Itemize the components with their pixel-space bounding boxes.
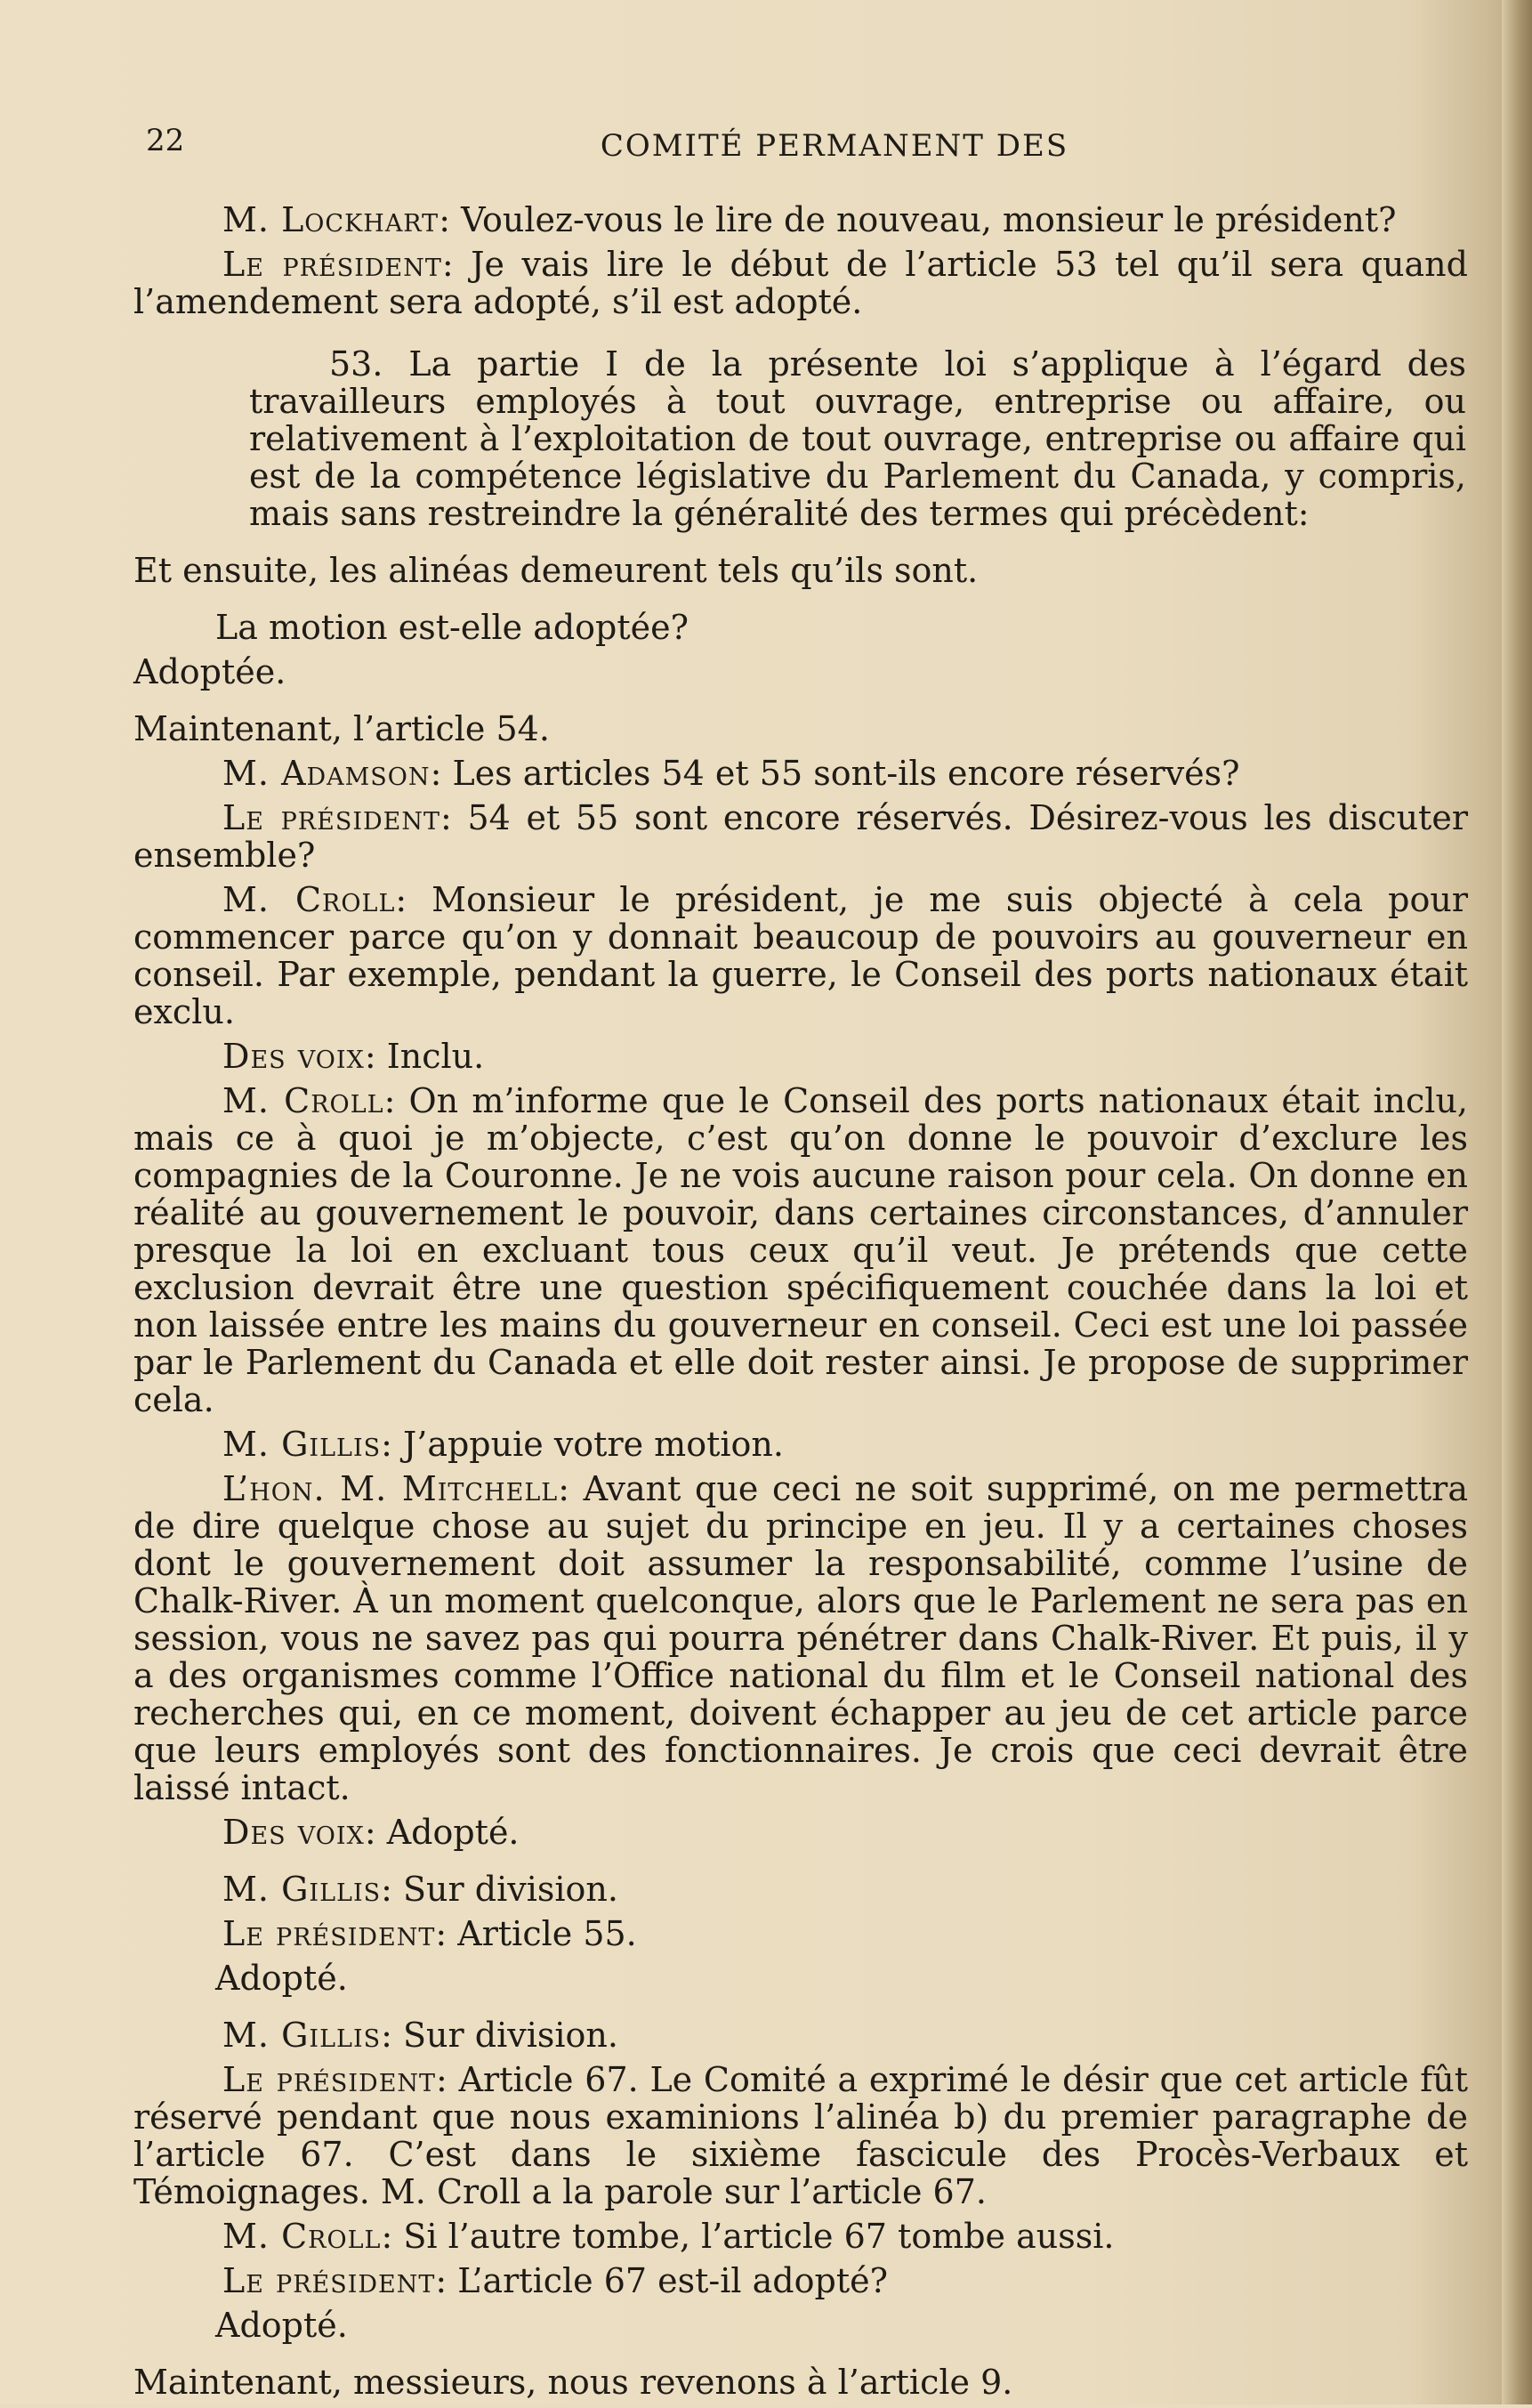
- paragraph: Le président: 54 et 55 sont encore réservés. Désirez-vous les discuter ensemble?: [133, 798, 1468, 875]
- paragraph-text: Je vais lire le début de l’article 53 tel qu’il sera quand l’amendement sera adopté, s’il est adopté.: [133, 245, 1468, 321]
- paragraph: Et ensuite, les alinéas demeurent tels qu’ils sont.: [133, 551, 979, 590]
- paragraph: Le président: L’article 67 est-il adopté?: [222, 2261, 888, 2300]
- page-body: [133, 201, 1468, 2408]
- paragraph: M. Croll: Si l’autre tombe, l’article 67 tombe aussi.: [222, 2217, 1115, 2256]
- paragraph-text: Sur division.: [403, 2016, 618, 2055]
- speaker-name: Le président: [222, 798, 440, 837]
- paragraph: Des voix: Inclu.: [222, 1037, 485, 1076]
- paragraph-text: Si l’autre tombe, l’article 67 tombe aussi.: [403, 2217, 1115, 2256]
- speaker-name: M. Croll: [222, 1081, 384, 1120]
- paragraph-text: Inclu.: [386, 1037, 485, 1076]
- paragraph: M. Adamson: Les articles 54 et 55 sont-ils encore réservés?: [222, 754, 1240, 793]
- paragraph: M. Lockhart: Voulez-vous le lire de nouveau, monsieur le président?: [222, 200, 1397, 239]
- speaker-name: M. Lockhart: [222, 200, 439, 239]
- speaker-name: M. Gillis: [222, 2016, 382, 2055]
- paragraph: Adoptée.: [133, 652, 286, 691]
- paragraph: Le président: Je vais lire le début de l’article 53 tel qu’il sera quand l’amendement sera adopté, s’il est adopté.: [133, 245, 1468, 321]
- speaker-name: Le président: [222, 2261, 436, 2300]
- paragraph-text: Article 67. Le Comité a exprimé le désir que cet article fût réservé pendant que nous examinions l’alinéa b) du premier paragraphe de l’article 67. C’est dans le sixième fascicule des Procès-Verbaux et Témoignages. M. Croll a la parole sur l’article 67.: [133, 2060, 1468, 2211]
- paragraph: Adopté.: [215, 1959, 348, 1998]
- paragraph: M. Gillis: Sur division.: [222, 2016, 618, 2055]
- paragraph-text: Voulez-vous le lire de nouveau, monsieur le président?: [461, 200, 1397, 239]
- speaker-name: M. Gillis: [222, 1870, 382, 1909]
- paragraph-text: Adopté.: [386, 1813, 520, 1852]
- speaker-name: M. Croll: [222, 880, 396, 919]
- paragraph: Le président: Article 67. Le Comité a exprimé le désir que cet article fût réservé pendant que nous examinions l’alinéa b) du premier paragraphe de l’article 67. C’est dans le sixième fascicule des Procès-Verbaux et Témoignages. M. Croll a la parole sur l’article 67.: [133, 2060, 1468, 2211]
- page-edge-shadow: [1502, 0, 1532, 2404]
- page-header: [146, 123, 1452, 167]
- speaker-name: M. Adamson: [222, 754, 431, 793]
- paragraph: Maintenant, messieurs, nous revenons à l’article 9.: [133, 2363, 1013, 2402]
- quoted-article: 53. La partie I de la présente loi s’applique à l’égard des travailleurs employés à tout ouvrage, entreprise ou affaire, ou relativement à l’exploitation de tout ouvrage, entreprise ou affaire qui est de la compétence législative du Parlement du Canada, y compris, mais sans restreindre la généralité des termes qui précèdent:: [249, 344, 1466, 533]
- paragraph: L’hon. M. Mitchell: Avant que ceci ne soit supprimé, on me permettra de dire quelque chose au sujet du principe en jeu. Il y a certaines choses dont le gouvernement doit assumer la responsabilité, comme l’usine de Chalk-River. À un moment quelconque, alors que le Parlement ne sera pas en session, vous ne savez pas qui pourra pénétrer dans Chalk-River. Et puis, il y a des organismes comme l’Office national du film et le Conseil national des recherches qui, en ce moment, doivent échapper au jeu de cet article parce que leurs employés sont des fonctionnaires. Je crois que ceci devrait être laissé intact.: [133, 1469, 1468, 1807]
- page-number: 22: [146, 123, 185, 158]
- running-title: COMITÉ PERMANENT DES: [600, 128, 1069, 164]
- speaker-name: L’hon. M. Mitchell: [222, 1469, 559, 1508]
- speaker-name: Des voix: [222, 1037, 365, 1076]
- paragraph-text: J’appuie votre motion.: [403, 1425, 784, 1464]
- paragraph-text: Sur division.: [403, 1870, 618, 1909]
- speaker-name: Le président: [222, 1914, 436, 1953]
- paragraph-text: 54 et 55 sont encore réservés. Désirez-vous les discuter ensemble?: [133, 798, 1468, 875]
- speaker-name: M. Gillis: [222, 1425, 382, 1464]
- paragraph: Des voix: Adopté.: [222, 1813, 520, 1852]
- paragraph-text: On m’informe que le Conseil des ports nationaux était inclu, mais ce à quoi je m’objecte, c’est qu’on donne le pouvoir d’exclure les compagnies de la Couronne. Je ne vois aucune raison pour cela. On donne en réalité au gouvernement le pouvoir, dans certaines circonstances, d’annuler presque la loi en excluant tous ceux qu’il veut. Je prétends que cette exclusion devrait être une question spécifiquement couchée dans la loi et non laissée entre les mains du gouverneur en conseil. Ceci est une loi passée par le Parlement du Canada et elle doit rester ainsi. Je propose de supprimer cela.: [133, 1081, 1469, 1419]
- speaker-name: Le président: [222, 2060, 437, 2099]
- paragraph: La motion est-elle adoptée?: [215, 608, 689, 647]
- paragraph: Adopté.: [215, 2306, 348, 2345]
- paragraph: M. Gillis: J’appuie votre motion.: [222, 1425, 784, 1464]
- paragraph-text: L’article 67 est-il adopté?: [457, 2261, 888, 2300]
- paragraph-text: Avant que ceci ne soit supprimé, on me permettra de dire quelque chose au sujet du principe en jeu. Il y a certaines choses dont le gouvernement doit assumer la responsabilité, comme l’usine de Chalk-River. À un moment quelconque, alors que le Parlement ne sera pas en session, vous ne savez pas qui pourra pénétrer dans Chalk-River. Et puis, il y a des organismes comme l’Office national du film et le Conseil national des recherches qui, en ce moment, doivent échapper au jeu de cet article parce que leurs employés sont des fonctionnaires. Je crois que ceci devrait être laissé intact.: [133, 1469, 1468, 1807]
- paragraph: M. Gillis: Sur division.: [222, 1870, 618, 1909]
- paragraph: M. Croll: Monsieur le président, je me suis objecté à cela pour commencer parce qu’on y donnait beaucoup de pouvoirs au gouverneur en conseil. Par exemple, pendant la guerre, le Conseil des ports nationaux était exclu.: [133, 880, 1468, 1031]
- paragraph: Maintenant, l’article 54.: [133, 709, 550, 748]
- paragraph-text: Monsieur le président, je me suis objecté à cela pour commencer parce qu’on y donnait beaucoup de pouvoirs au gouverneur en conseil. Par exemple, pendant la guerre, le Conseil des ports nationaux était exclu.: [133, 880, 1468, 1031]
- paragraph-text: Les articles 54 et 55 sont-ils encore réservés?: [452, 754, 1240, 793]
- paragraph-text: Article 55.: [457, 1914, 637, 1953]
- speaker-name: Le président: [222, 245, 442, 284]
- speaker-name: Des voix: [222, 1813, 365, 1852]
- speaker-name: M. Croll: [222, 2217, 382, 2256]
- paragraph: M. Croll: On m’informe que le Conseil des ports nationaux était inclu, mais ce à quoi je m’objecte, c’est qu’on donne le pouvoir d’exclure les compagnies de la Couronne. Je ne vois aucune raison pour cela. On donne en réalité au gouvernement le pouvoir, dans certaines circonstances, d’annuler presque la loi en excluant tous ceux qu’il veut. Je prétends que cette exclusion devrait être une question spécifiquement couchée dans la loi et non laissée entre les mains du gouverneur en conseil. Ceci est une loi passée par le Parlement du Canada et elle doit rester ainsi. Je propose de supprimer cela.: [133, 1081, 1469, 1419]
- paragraph: Le président: Article 55.: [222, 1914, 637, 1953]
